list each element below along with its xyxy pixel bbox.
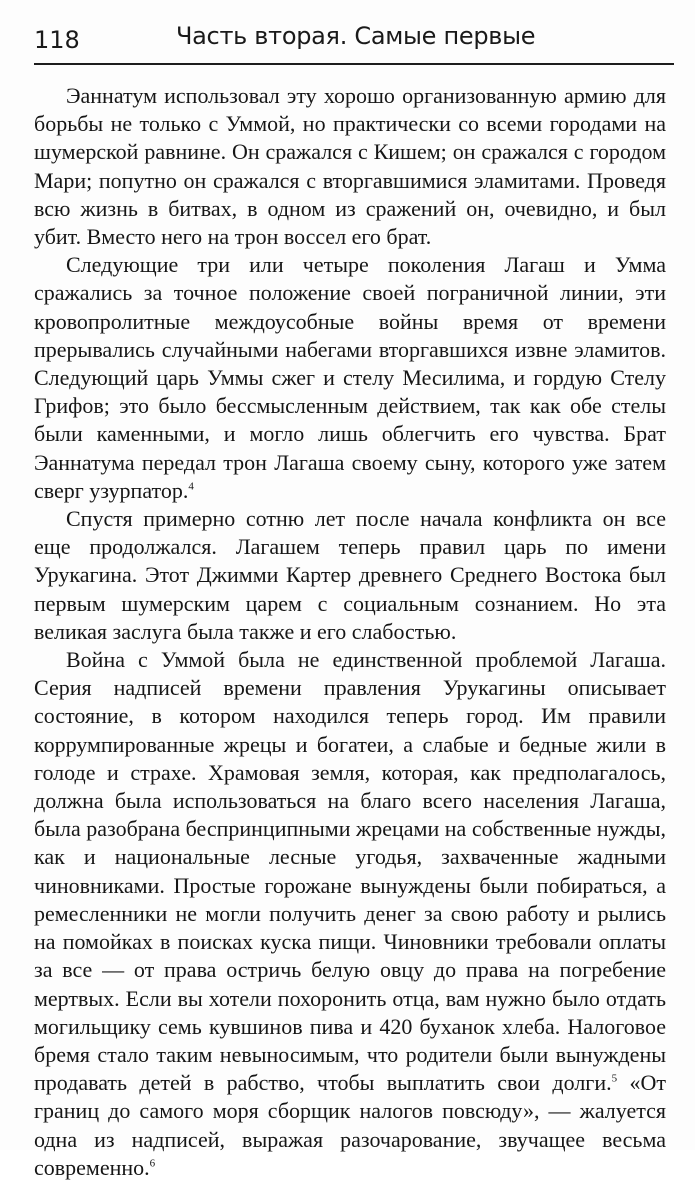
paragraph-1 bbox=[34, 82, 666, 251]
footnote-ref-6: 6 bbox=[149, 1157, 156, 1170]
body-text bbox=[34, 82, 666, 1182]
paragraph-2 bbox=[34, 251, 666, 505]
paragraph-text: Эаннатум использовал эту хорошо организованную армию для борьбы не только с Уммой, но практически со всеми городами на шумерской равнине. Он сражался с Кишем; он сражался с городом Мари; попутно он сражался с вторгавшимися эламитами. Проведя всю жизнь в битвах, в одном из сражений он, очевидно, и был убит. Вместо него на трон воссел его брат. bbox=[34, 83, 666, 250]
chapter-title: Часть вторая. Самые первые bbox=[176, 22, 536, 50]
running-head bbox=[34, 22, 674, 62]
paragraph-text-tail: «От границ до самого моря сборщик налогов повсюду», — жалуется одна из надписей, выражая разочарование, звучащее весьма современно. bbox=[34, 1070, 666, 1180]
paragraph-text: Спустя примерно сотню лет после начала конфликта он все еще продолжался. Лагашем теперь правил царь по имени Урукагина. Этот Джимми Картер древнего Среднего Востока был первым шумерским царем с социальным сознанием. Но эта великая заслуга была также и его слабостью. bbox=[34, 506, 666, 644]
paragraph-text: Следующие три или четыре поколения Лагаш и Умма сражались за точное положение своей пограничной линии, эти кровопролитные междоусобные войны время от времени прерывались случайными набегами вторгавшихся извне эламитов. Следующий царь Уммы сжег и стелу Месилима, и гордую Стелу Грифов; это было бессмысленным действием, так как обе стелы были каменными, и могло лишь облегчить его чувства. Брат Эаннатума передал трон Лагаша своему сыну, которого уже затем сверг узурпатор. bbox=[34, 252, 666, 503]
header-rule bbox=[34, 63, 674, 65]
paragraph-3 bbox=[34, 505, 666, 646]
paragraph-4 bbox=[34, 646, 666, 1182]
page-number: 118 bbox=[34, 26, 80, 54]
footnote-ref-5: 5 bbox=[611, 1072, 618, 1085]
footnote-ref-4: 4 bbox=[188, 480, 194, 493]
paragraph-text: Война с Уммой была не единственной проблемой Лагаша. Серия надписей времени правления Урукагины описывает состояние, в котором находился теперь город. Им правили коррумпированные жрецы и богатеи, а слабые и бедные жили в голоде и страхе. Храмовая земля, которая, как предполагалось, должна была использоваться на благо всего населения Лагаша, была разобрана беспринципными жрецами на собственные нужды, как и национальные лесные угодья, захваченные жадными чиновниками. Простые горожане вынуждены были побираться, а ремесленники не могли получить денег за свою работу и рылись на помойках в поисках куска пищи. Чиновники требовали оплаты за все — от права остричь белую овцу до права на погребение мертвых. Если вы хотели похоронить отца, вам нужно было отдать могильщику семь кувшинов пива и 420 буханок хлеба. Налоговое бремя стало таким невыносимым, что родители были вынуждены продавать детей в рабство, чтобы выплатить свои долги. bbox=[34, 647, 666, 1096]
